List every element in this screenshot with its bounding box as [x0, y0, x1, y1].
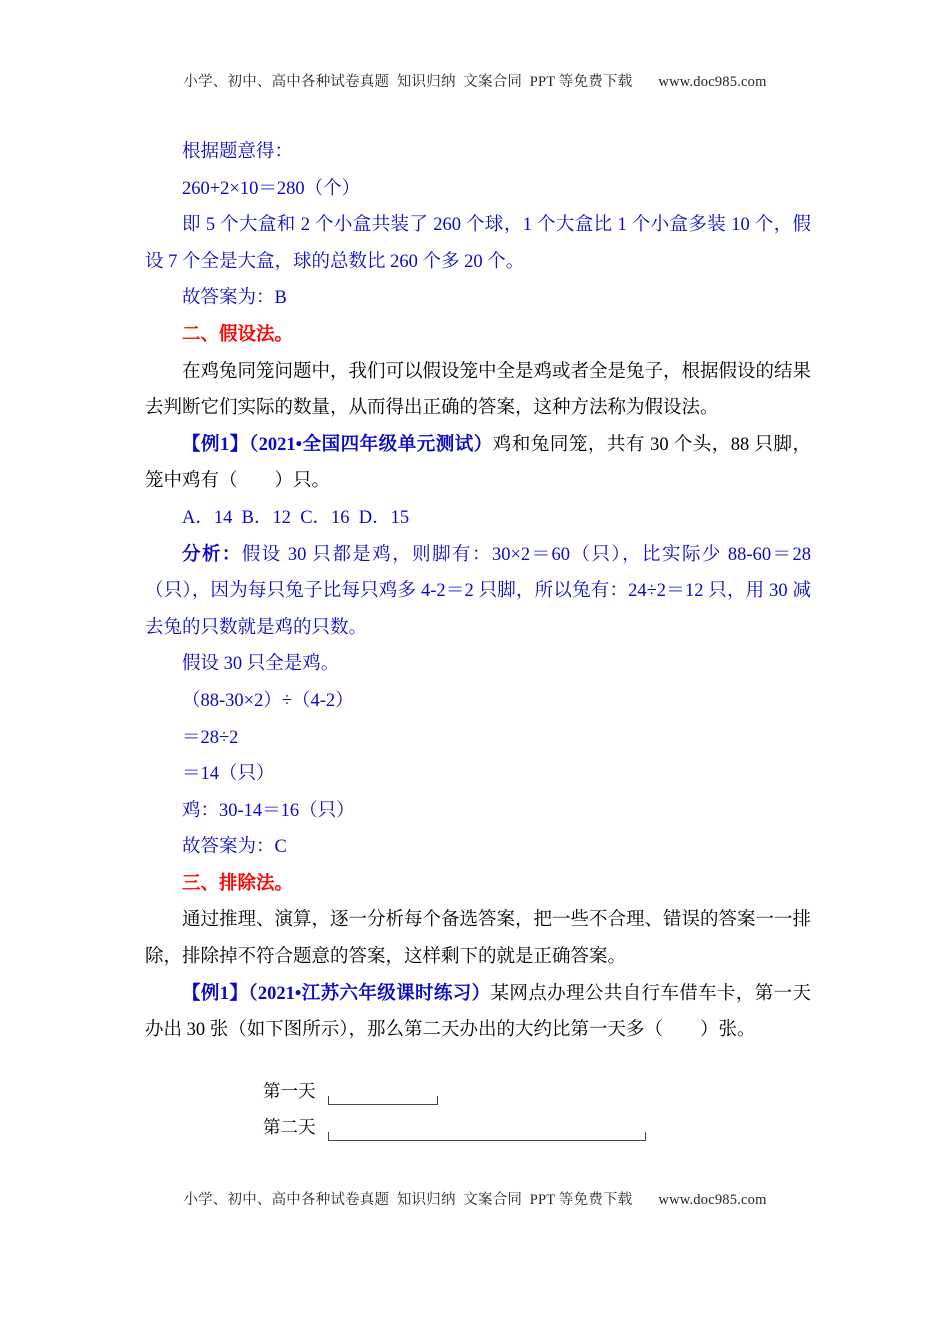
section-3-intro: 通过推理、演算，逐一分析每个备选答案，把一些不合理、错误的答案一一排除，排除掉不符合题意的答案，这样剩下的就是正确答案。 — [145, 910, 812, 968]
solution-step: 鸡：30-14＝16（只） — [182, 800, 355, 821]
page-header — [0, 70, 950, 91]
diagram-row-day2 — [263, 1109, 811, 1145]
example-2-label: 【例1】（2021•江苏六年级课时练习） — [182, 983, 491, 1004]
day1-length-bar — [328, 1096, 438, 1105]
day2-label: 第二天 — [263, 1116, 316, 1137]
paragraph-answer-b: 故答案为：B — [182, 288, 287, 309]
solution-step: 假设 30 只全是鸡。 — [182, 654, 340, 675]
line-segment-diagram — [263, 1073, 811, 1145]
example-2-paragraph — [145, 976, 811, 1049]
solution-step: ＝28÷2 — [182, 727, 239, 748]
example-1-paragraph — [145, 427, 811, 500]
analysis-label: 分析： — [182, 544, 242, 565]
paragraph-answer-c: 故答案为：C — [182, 837, 287, 858]
diagram-row-day1 — [263, 1073, 811, 1109]
header-promo-text: 小学、初中、高中各种试卷真题 知识归纳 文案合同 PPT 等免费下载 — [183, 74, 633, 90]
solution-step: （88-30×2）÷（4-2） — [182, 690, 354, 711]
example-1-label: 【例1】（2021•全国四年级单元测试） — [182, 434, 493, 455]
section-heading-3: 三、排除法。 — [182, 873, 294, 894]
section-heading-2: 二、假设法。 — [182, 324, 294, 345]
paragraph-explanation: 即 5 个大盒和 2 个小盒共装了 260 个球，1 个大盒比 1 个小盒多装 10 个，假设 7 个全是大盒，球的总数比 260 个多 20 个。 — [145, 215, 811, 272]
analysis-text: 假设 30 只都是鸡，则脚有：30×2＝60（只），比实际少 88-60＝28（只），因为每只兔子比每只鸡多 4-2＝2 只脚，所以兔有：24÷2＝12 只，用 30 减去兔的只数就是鸡的只数。 — [145, 544, 811, 638]
paragraph-equation: 260+2×10＝280（个） — [182, 178, 361, 199]
section-2-intro: 在鸡兔同笼问题中，我们可以假设笼中全是鸡或者全是兔子，根据假设的结果去判断它们实际的数量，从而得出正确的答案，这种方法称为假设法。 — [145, 361, 812, 419]
page-footer — [0, 1188, 950, 1209]
day1-label: 第一天 — [263, 1080, 316, 1101]
document-body — [145, 134, 811, 1145]
example-2-text: 某网点办理公共自行车借车卡，第一天办出 30 张（如下图所示），那么第二天办出的大约比第一天多（ ）张。 — [145, 983, 811, 1041]
solution-step: ＝14（只） — [182, 764, 275, 785]
day2-length-bar — [328, 1132, 646, 1141]
footer-url: www.doc985.com — [658, 1192, 767, 1208]
example-1-options: A．14 B．12 C．16 D．15 — [182, 507, 410, 528]
paragraph-answer-intro: 根据题意得： — [182, 142, 294, 162]
header-url: www.doc985.com — [658, 74, 767, 90]
example-1-text: 鸡和兔同笼，共有 30 个头，88 只脚，笼中鸡有（ ）只。 — [145, 434, 811, 492]
footer-promo-text: 小学、初中、高中各种试卷真题 知识归纳 文案合同 PPT 等免费下载 — [183, 1192, 633, 1208]
analysis-paragraph — [145, 537, 811, 647]
